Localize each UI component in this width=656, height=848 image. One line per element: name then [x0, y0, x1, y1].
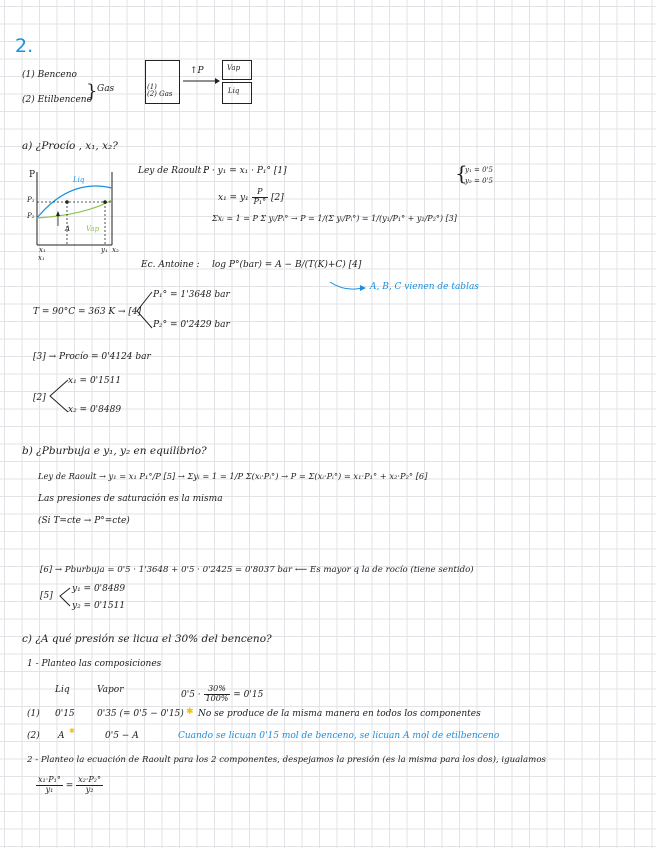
- row-2-tag: (2): [27, 731, 40, 741]
- star-icon: ✱: [186, 707, 194, 717]
- final-lhs-den: y₁: [45, 784, 54, 794]
- p1-saturation-value: P₁° = 1'3648 bar: [153, 290, 230, 300]
- final-equation: [36, 776, 103, 795]
- vapor-box-label: Vap: [227, 64, 241, 72]
- row-1-liq: 0'15: [55, 709, 75, 719]
- x2-value: x₂ = 0'8489: [68, 405, 122, 415]
- x-bracket-tag: [2]: [33, 393, 46, 403]
- y2-value: y₂ = 0'1511: [72, 601, 126, 611]
- diagram-liq-label: Liq: [73, 176, 85, 184]
- diagram-x1-bottom-label: x₁: [38, 254, 45, 262]
- y1-value: y₁ = 0'8489: [72, 584, 126, 594]
- equals-sign: =: [65, 780, 74, 791]
- calc-prefix: 0'5 ·: [181, 689, 201, 700]
- given-y1: y₁ = 0'5: [465, 166, 493, 174]
- part-b-note-1: Las presiones de saturación es la misma: [38, 494, 223, 504]
- eq2-lhs: x₁ = y₁: [218, 192, 249, 203]
- final-rhs-num: x₂·P₂°: [78, 775, 102, 784]
- fraction-calc: [181, 685, 263, 704]
- problem-number: 2.: [15, 35, 34, 57]
- diagram-x2-label: x₂: [112, 246, 119, 254]
- raoult-law-label: Ley de Raoult :: [138, 166, 208, 176]
- gas-label: Gas: [97, 84, 115, 94]
- flash-box-label: (1) (2) Gas: [147, 83, 173, 98]
- part-b-note-2: (Si T=cte → P°=cte): [38, 516, 130, 526]
- part-c-question: c) ¿A qué presión se licua el 30% del benceno?: [22, 633, 272, 645]
- diagram-p1-label: P₁: [27, 196, 35, 204]
- row-2-vap: 0'5 − A: [105, 731, 139, 741]
- givens-brace: {: [455, 161, 468, 185]
- column-liq: Liq: [55, 685, 70, 695]
- part-a-question: a) ¿Procío , x₁, x₂?: [22, 140, 118, 152]
- part-c-step-1: 1 - Planteo las composiciones: [27, 659, 162, 669]
- diagram-y-axis-label: P: [29, 170, 36, 180]
- antoine-equation: log P°(bar) = A − B/(T(K)+C) [4]: [212, 260, 362, 270]
- row-1-tag: (1): [27, 709, 40, 719]
- pressure-arrow-label: ↑P: [190, 66, 204, 76]
- diagram-x1-label: x₁: [39, 246, 46, 254]
- part-c-step-2: 2 - Planteo la ecuación de Raoult para los 2 componentes, despejamos la presión (es la misma para los dos), igualamos: [27, 755, 546, 765]
- row-1-note: No se produce de la misma manera en todos los componentes: [198, 709, 481, 719]
- antoine-label: Ec. Antoine :: [141, 260, 200, 270]
- calc-result: = 0'15: [233, 689, 264, 700]
- brace-symbol: }: [86, 81, 98, 102]
- final-lhs-num: x₁·P₁°: [38, 775, 61, 784]
- row-2-liq: A: [58, 731, 65, 741]
- calc-num: 30%: [204, 685, 231, 695]
- diagram-a-label: A: [65, 225, 71, 233]
- diagram-y1-label: y₁: [101, 246, 108, 254]
- liquid-box-label: Liq: [228, 87, 240, 95]
- component-2-label: (2) Etilbenceno: [22, 95, 93, 105]
- calc-den: 100%: [205, 693, 229, 703]
- raoult-equation-1: P · y₁ = x₁ · P₁° [1]: [203, 166, 287, 176]
- p2-saturation-value: P₂° = 0'2429 bar: [153, 320, 230, 330]
- given-y2: y₂ = 0'5: [465, 177, 493, 185]
- x1-value: x₁ = 0'1511: [68, 376, 122, 386]
- diagram-p2-label: P₂: [27, 212, 35, 220]
- row-2-note: Cuando se licuan 0'15 mol de benceno, se licuan A mol de etilbenceno: [178, 731, 500, 741]
- calc-fraction: [204, 685, 231, 704]
- y-bracket-tag: [5]: [40, 591, 53, 601]
- dew-pressure-line: [3] → Procío = 0'4124 bar: [33, 352, 151, 362]
- column-vapor: Vapor: [97, 685, 124, 695]
- temperature-line: T = 90°C = 363 K → [4]: [33, 307, 142, 317]
- raoult-equation-3: Σxᵢ = 1 = P Σ yᵢ/Pᵢ° → P = 1/(Σ yᵢ/Pᵢ°) = 1/(y₁/P₁° + y₂/P₂°) [3]: [212, 214, 457, 223]
- final-rhs-den: y₂: [85, 784, 94, 794]
- small-star-icon: ✱: [69, 727, 75, 735]
- component-1-label: (1) Benceno: [22, 70, 77, 80]
- final-lhs: [36, 776, 63, 795]
- eq2-num: P: [252, 188, 269, 198]
- final-rhs: [76, 776, 103, 795]
- eq2-tag: [2]: [270, 192, 284, 203]
- part-b-question: b) ¿Pburbuja e y₁, y₂ en equilibrio?: [22, 445, 207, 457]
- bubble-pressure-line: [6] → Pburbuja = 0'5 · 1'3648 + 0'5 · 0'2425 = 0'8037 bar ⟵ Es mayor q la de rocío (tiene sentido): [40, 565, 474, 575]
- antoine-note: A, B, C vienen de tablas: [370, 282, 479, 292]
- eq2-den: P₁°: [253, 196, 267, 206]
- part-b-raoult-line: Ley de Raoult → y₁ = x₁ P₁°/P [5] → Σyᵢ = 1 = 1/P Σ(xᵢ·Pᵢ°) → P = Σ(xᵢ·Pᵢ°) = x₁·P₁° + x₂·P₂° [6]: [38, 471, 428, 481]
- diagram-vap-label: Vap: [86, 225, 100, 233]
- row-1-vap: 0'35 (= 0'5 − 0'15): [97, 709, 184, 719]
